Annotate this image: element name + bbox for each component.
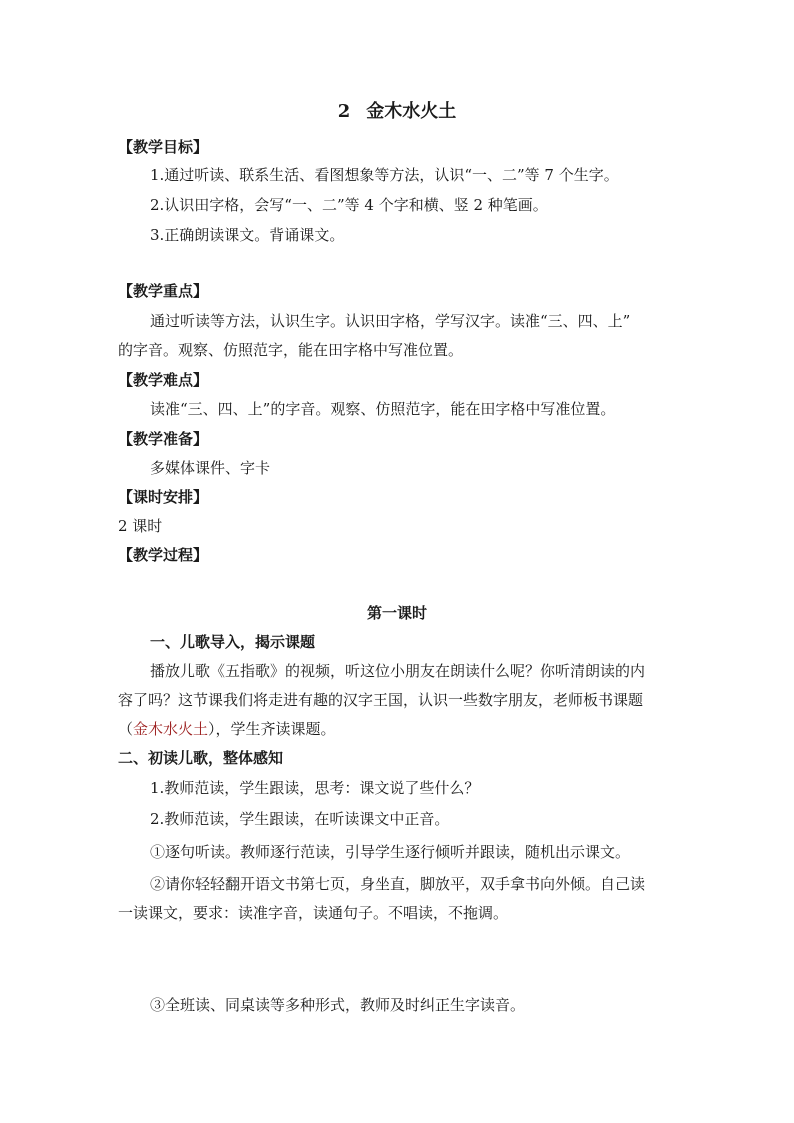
section-1-line-1: 播放儿歌《五指歌》的视频，听这位小朋友在朗读什么呢？你听清朗读的内 [150, 662, 646, 680]
objective-item-3: 3.正确朗读课文。背诵课文。 [150, 226, 345, 244]
lesson-title: 金木水火土 [366, 101, 457, 122]
process-heading: 【教学过程】 [118, 546, 209, 564]
lesson-number: 2 [337, 101, 351, 122]
section-2-item-3: ①逐句听读。教师逐行范读，引导学生逐行倾听并跟读，随机出示课文。 [150, 843, 631, 861]
key-points-heading: 【教学重点】 [118, 282, 209, 300]
difficulties-heading: 【教学难点】 [118, 371, 209, 389]
objective-item-2: 2.认识田字格，会写“一、二”等 4 个字和横、竖 2 种笔画。 [150, 196, 548, 214]
preparation-text: 多媒体课件、字卡 [150, 459, 271, 477]
board-title-highlight: 金木水火土 [133, 720, 209, 738]
schedule-text: 2 课时 [118, 517, 163, 535]
section-1-heading: 一、儿歌导入，揭示课题 [150, 633, 316, 651]
section-2-item-1: 1.教师范读，学生跟读，思考：课文说了些什么？ [150, 779, 480, 797]
objective-item-1: 1.通过听读、联系生活、看图想象等方法，认识“一、二”等 7 个生字。 [150, 166, 619, 184]
key-points-line-1: 通过听读等方法，认识生字。认识田字格，学写汉字。读准“三、四、上” [150, 312, 631, 330]
section-2-heading: 二、初读儿歌，整体感知 [118, 749, 284, 767]
section-1-line-3-tail: ），学生齐读课题。 [208, 720, 336, 738]
page-title [0, 102, 794, 122]
section-2-item-4-line-1: ②请你轻轻翻开语文书第七页，身坐直，脚放平，双手拿书向外倾。自己读 [150, 875, 646, 893]
lesson-period-title: 第一课时 [366, 604, 427, 622]
preparation-heading: 【教学准备】 [118, 430, 209, 448]
key-points-line-2: 的字音。观察、仿照范字，能在田字格中写准位置。 [118, 341, 464, 359]
section-2-item-2: 2.教师范读，学生跟读，在听读课文中正音。 [150, 810, 450, 828]
schedule-heading: 【课时安排】 [118, 488, 209, 506]
section-2-item-5: ③全班读、同桌读等多种形式，教师及时纠正生字读音。 [150, 996, 526, 1014]
difficulties-text: 读准“三、四、上”的字音。观察、仿照范字，能在田字格中写准位置。 [150, 400, 616, 418]
section-2-item-4-line-2: 一读课文，要求：读准字音，读通句子。不唱读，不拖调。 [118, 904, 509, 922]
paren-open: （ [118, 720, 134, 738]
objectives-heading: 【教学目标】 [118, 138, 209, 156]
section-1-line-3 [118, 719, 336, 739]
section-1-line-2: 容了吗？这节课我们将走进有趣的汉字王国，认识一些数字朋友，老师板书课题 [118, 691, 644, 709]
